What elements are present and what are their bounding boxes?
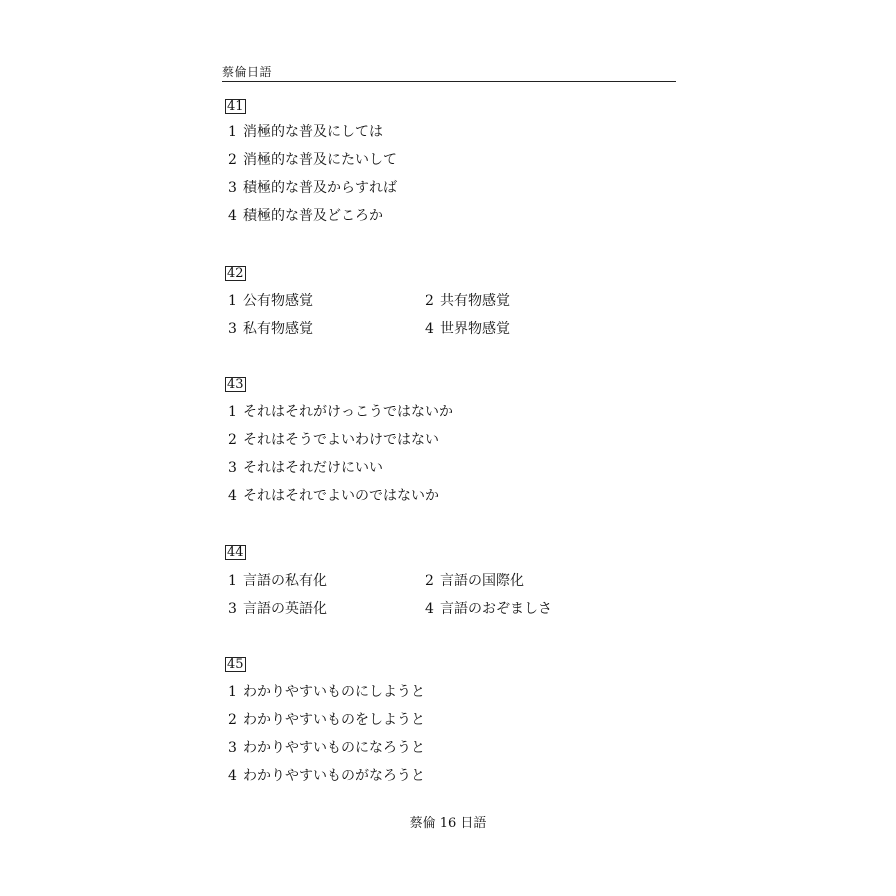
option-text: 言語のおぞましさ	[440, 601, 552, 617]
option-number: 4	[425, 601, 434, 617]
option-text: 積極的な普及からすれば	[243, 180, 397, 196]
option-number: 4	[425, 321, 434, 337]
option-4	[425, 600, 552, 618]
option-4	[228, 207, 383, 225]
option-text: 消極的な普及にしては	[243, 124, 383, 140]
option-text: それはそれだけにいい	[243, 460, 383, 476]
option-text: 共有物感覚	[440, 293, 510, 309]
question-number: 43	[227, 377, 244, 392]
option-1	[228, 403, 453, 421]
option-text: わかりやすいものをしようと	[243, 712, 425, 728]
option-2	[228, 431, 439, 449]
option-number: 3	[228, 740, 237, 756]
option-2	[228, 711, 425, 729]
option-text: 世界物感覚	[440, 321, 510, 337]
option-3	[228, 179, 397, 197]
option-number: 1	[228, 573, 237, 589]
option-1	[228, 123, 383, 141]
option-number: 1	[228, 684, 237, 700]
page-footer: 蔡倫 16 日語	[409, 816, 487, 831]
option-text: それはそれでよいのではないか	[243, 488, 439, 504]
option-text: 言語の私有化	[243, 573, 327, 589]
option-number: 4	[228, 488, 237, 504]
option-number: 3	[228, 601, 237, 617]
option-4	[425, 320, 510, 338]
question-number: 41	[227, 99, 244, 114]
option-3	[228, 320, 313, 338]
question-number: 44	[227, 545, 244, 560]
option-number: 3	[228, 180, 237, 196]
option-text: 積極的な普及どころか	[243, 208, 383, 224]
option-4	[228, 767, 425, 785]
option-text: わかりやすいものにしようと	[243, 684, 425, 700]
option-text: 言語の国際化	[440, 573, 524, 589]
option-text: わかりやすいものがなろうと	[243, 768, 425, 784]
option-number: 4	[228, 768, 237, 784]
option-2	[425, 292, 510, 310]
option-3	[228, 600, 327, 618]
option-number: 1	[228, 404, 237, 420]
header-title: 蔡倫日語	[222, 65, 273, 79]
option-text: 私有物感覚	[243, 321, 313, 337]
page-header	[222, 64, 676, 82]
option-number: 3	[228, 460, 237, 476]
question-number: 45	[227, 657, 244, 672]
option-4	[228, 487, 439, 505]
option-number: 2	[228, 152, 237, 168]
option-3	[228, 459, 383, 477]
option-3	[228, 739, 425, 757]
option-1	[228, 292, 313, 310]
option-number: 1	[228, 124, 237, 140]
option-text: 消極的な普及にたいして	[243, 152, 397, 168]
option-text: それはそうでよいわけではない	[243, 432, 439, 448]
option-number: 4	[228, 208, 237, 224]
option-1	[228, 572, 327, 590]
option-number: 2	[425, 293, 434, 309]
option-text: それはそれがけっこうではないか	[243, 404, 453, 420]
option-text: わかりやすいものになろうと	[243, 740, 425, 756]
option-number: 1	[228, 293, 237, 309]
option-1	[228, 683, 425, 701]
option-2	[228, 151, 397, 169]
option-number: 2	[228, 432, 237, 448]
option-text: 公有物感覚	[243, 293, 313, 309]
option-number: 2	[228, 712, 237, 728]
question-number: 42	[227, 266, 244, 281]
option-number: 3	[228, 321, 237, 337]
option-text: 言語の英語化	[243, 601, 327, 617]
option-2	[425, 572, 524, 590]
option-number: 2	[425, 573, 434, 589]
